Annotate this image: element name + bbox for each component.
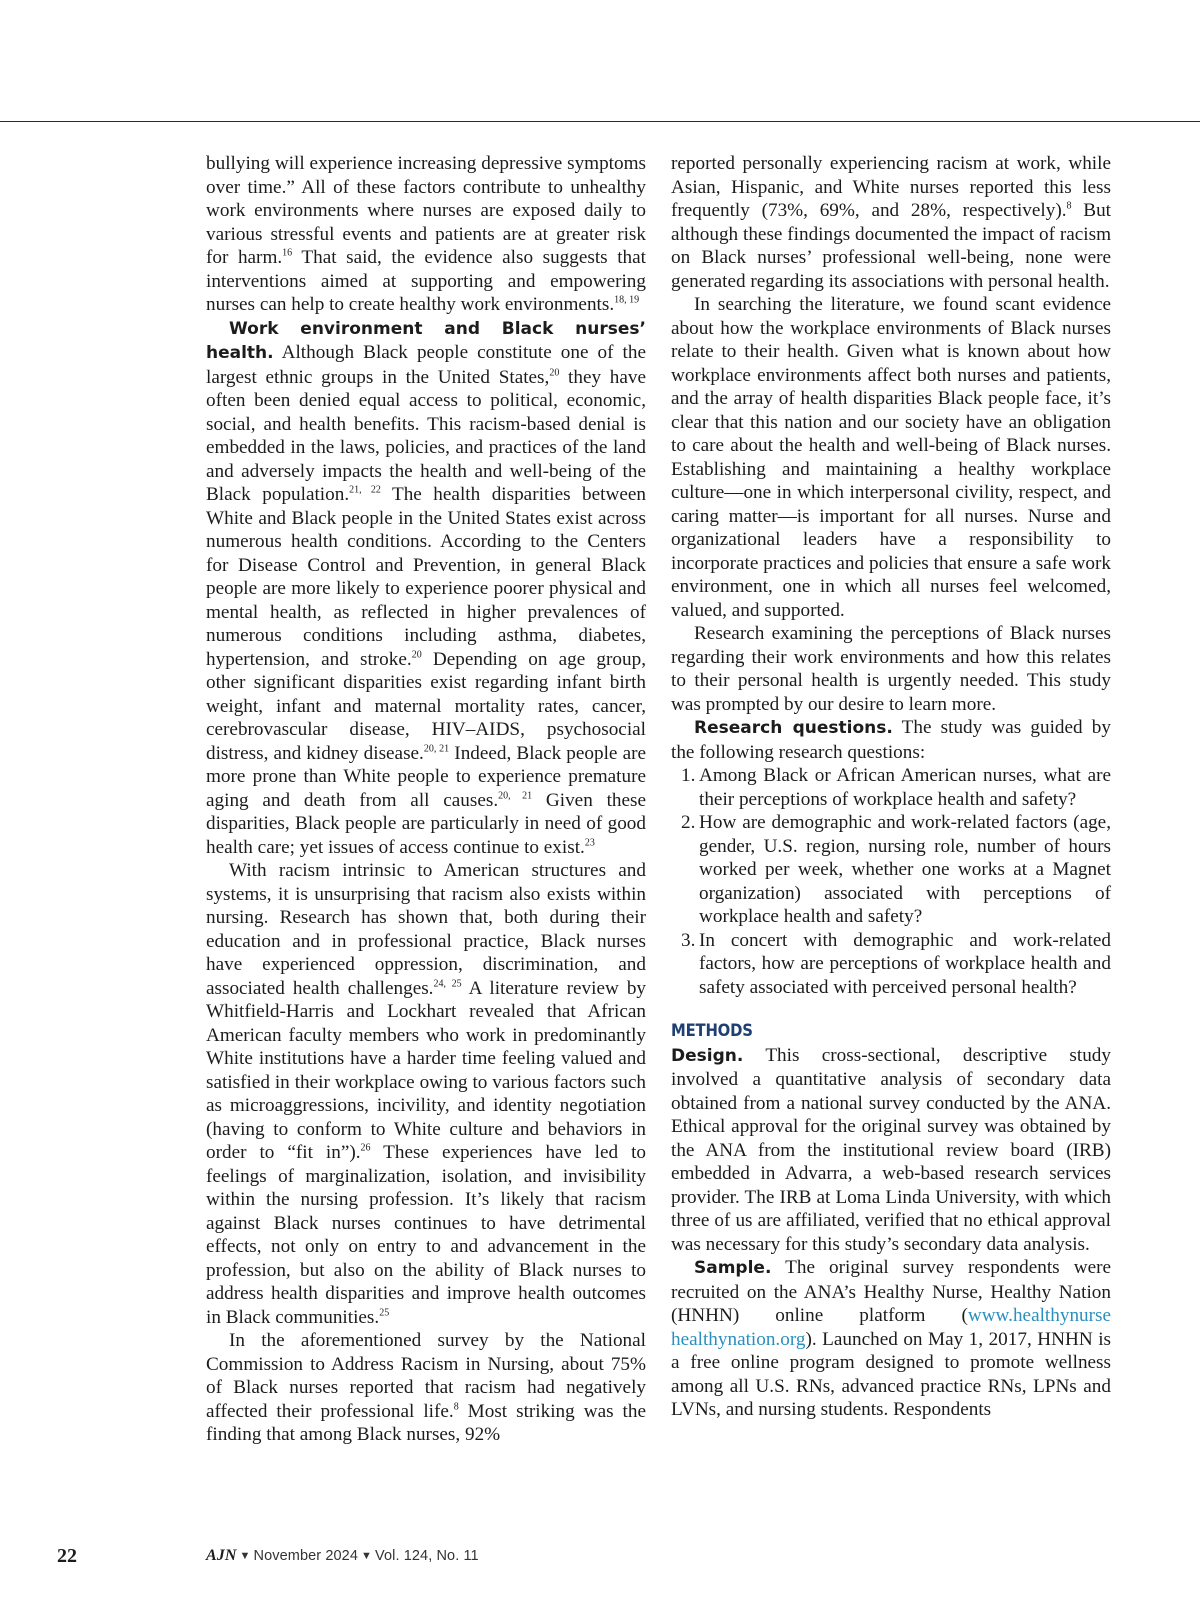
triangle-separator-icon: ▼	[361, 1550, 373, 1562]
triangle-separator-icon: ▼	[239, 1550, 251, 1562]
run-in-heading: Sample.	[694, 1258, 772, 1278]
page-number: 22	[57, 1545, 77, 1567]
list-item: 1. Among Black or African American nurses, what are their perceptions of workplace health and safety?	[681, 765, 1111, 810]
paragraph: In the aforementioned survey by the National Commission to Address Racism in Nursing, about 75% of Black nurses reported that racism had negatively affected their professional life.$^8$ Most striking was the finding that among Black nurses, 92%	[206, 1330, 646, 1445]
section-heading-methods: METHODS	[671, 1021, 753, 1040]
paragraph: Research examining the perceptions of Black nurses regarding their work environments and how this relates to their personal health is urgently needed. This study was prompted by our desire to learn more.	[671, 623, 1111, 715]
paragraph: reported personally experiencing racism at work, while Asian, Hispanic, and White nurses reported this less frequently (73%, 69%, and 28%, respectively).$^8$ But although these findings documented the impact of racism on Black nurses’ professional well-being, none were generated regarding its associations with personal health.	[671, 153, 1111, 292]
paragraph: With racism intrinsic to American structures and systems, it is unsurprising that racism also exists within nursing. Research has shown that, both during their education and in professional practice, Black nurses have experienced oppression, discrimination, and associated health challenges.$^{24, 25}$ A literature review by Whitfield-Harris and Lockhart revealed that African American faculty members who work in predominantly White institutions have a harder time feeling valued and satisfied in their workplace owing to various factors such as microaggressions, incivility, and identity negotiation (having to conform to White culture and behaviors in order to “fit in”).$^{26}$ These experiences have led to feelings of marginalization, isolation, and invisibility within the nursing profession. It’s likely that racism against Black nurses continues to have detrimental effects, not only on entry to and advancement in the profession, but also on the ability of Black nurses to address health disparities and improve health outcomes in Black communities.$^{25}$	[206, 860, 647, 1328]
header-rule	[0, 121, 1200, 122]
volume-info: Vol. 124, No. 11	[375, 1548, 479, 1564]
research-questions-list	[671, 764, 1111, 999]
paragraph: Sample. The original survey respondents were recruited on the ANA’s Healthy Nurse, Healthy Nation (HNHN) online platform (www.healthynurse healthynation.org). Launched on May 1, 2017, HNHN is a free online program designed to promote wellness among all U.S. RNs, advanced practice RNs, LPNs and LVNs, and nursing students. Respondents	[671, 1257, 1111, 1420]
website-link[interactable]: www.healthynurse healthynation.org	[671, 1305, 1111, 1350]
list-item: 2. How are demographic and work-related factors (age, gender, U.S. region, nursing role, number of hours worked per week, whether one works at a Magnet organization) associated with perceptions of workplace health and safety?	[681, 812, 1111, 927]
run-in-heading: Work environment and Black nurses’ health.	[206, 318, 646, 363]
paragraph: Design. This cross-sectional, descriptive study involved a quantitative analysis of secondary data obtained from a national survey conducted by the ANA. Ethical approval for the original survey was obtained by the ANA from the institutional review board (IRB) embedded in Advarra, a web-based research services provider. The IRB at Loma Linda University, with which three of us are affiliated, verified that no ethical approval was necessary for this study’s secondary data analysis.	[671, 1044, 1111, 1255]
paragraph: Research questions. The study was guided by the following research questions:	[671, 717, 1111, 763]
list-item: 3. In concert with demographic and work-related factors, how are perceptions of workplace health and safety associated with perceived personal health?	[681, 929, 1111, 998]
left-column	[206, 152, 646, 1447]
run-in-heading: Research questions.	[694, 718, 893, 738]
right-column	[671, 152, 1111, 1422]
issue-date: November 2024	[253, 1548, 359, 1564]
running-footer	[206, 1547, 479, 1565]
run-in-heading: Design.	[671, 1045, 744, 1066]
paragraph: bullying will experience increasing depressive symptoms over time.” All of these factors contribute to unhealthy work environments where nurses are exposed daily to various stressful events and patients are at greater risk for harm.$^{16}$ That said, the evidence also suggests that interventions aimed at supporting and empowering nurses can help to create healthy work environments.$^{18, 19}$	[206, 153, 646, 315]
journal-name: AJN	[206, 1547, 237, 1564]
paragraph: Work environment and Black nurses’ health. Although Black people constitute one of the largest ethnic groups in the United States,$^{20}$ they have often been denied equal access to political, economic, social, and health benefits. This racism-based denial is embedded in the laws, policies, and practices of the land and adversely impacts the health and well-being of the Black population.$^{21, 22}$ The health disparities between White and Black people in the United States exist across numerous health conditions. According to the Centers for Disease Control and Prevention, in general Black people are more likely to experience poorer physical and mental health, as reflected in higher prevalences of numerous conditions including asthma, diabetes, hypertension, and stroke.$^{20}$ Depending on age group, other significant disparities exist regarding infant birth weight, infant and maternal mortality rates, cancer, cerebrovascular disease, HIV–AIDS, psychosocial distress, and kidney disease.$^{20, 21}$ Indeed, Black people are more prone than White people to experience premature aging and death from all causes.$^{20, 21}$ Given these disparities, Black people are particularly in need of good health care; yet issues of access continue to exist.$^{23}$	[206, 318, 646, 858]
paragraph: In searching the literature, we found scant evidence about how the workplace environments of Black nurses relate to their health. Given what is known about how workplace environments affect both nurses and patients, and the array of health disparities Black people face, it’s clear that this nation and our society have an obligation to care about the health and well-being of Black nurses. Establishing and maintaining a healthy workplace culture—one in which interpersonal civility, respect, and caring matter—is important for all nurses. Nurse and organizational leaders have a responsibility to incorporate practices and policies that ensure a safe work environment, one in which all nurses feel welcomed, valued, and supported.	[671, 294, 1111, 621]
